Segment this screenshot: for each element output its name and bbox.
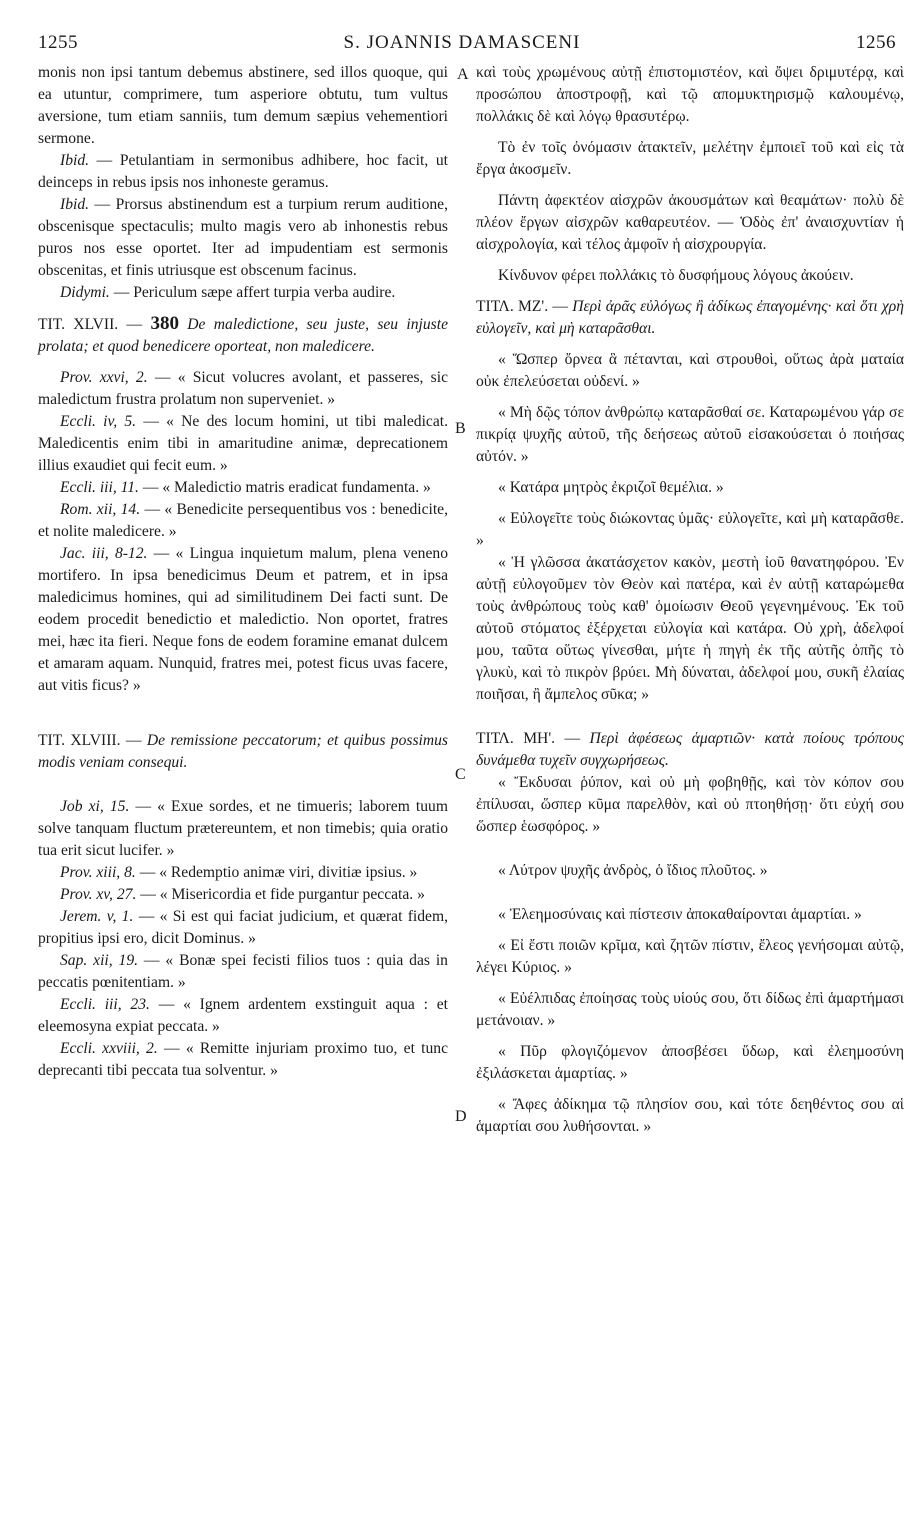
- greek-column: [476, 62, 904, 1138]
- citation-entry: « Ἐλεημοσύναις καὶ πίστεσιν ἀποκαθαίρονται ἁμαρτίαι. »: [498, 906, 862, 923]
- citation-entry: « Πῦρ φλογιζόμενον ἀποσβέσει ὕδωρ, καὶ ἐλεημοσύνη ἐξιλάσκεται ἁμαρτίας. »: [476, 1043, 904, 1082]
- margin-letter-b: B: [455, 420, 466, 437]
- citation-ref: Prov. xv, 27.: [60, 886, 137, 903]
- citation-ref: Sap. xii, 19.: [60, 952, 139, 969]
- citation-entry: « Ἄφες ἀδίκημα τῷ πλησίον σου, καὶ τότε δεηθέντος σου αἱ ἁμαρτίαι σου λυθήσονται. »: [476, 1096, 904, 1135]
- section-heading: [476, 728, 904, 772]
- citation-entry: « Κατάρα μητρὸς ἐκριζοῖ θεμέλια. »: [498, 479, 724, 496]
- citation-entry: [38, 862, 448, 884]
- citation-entry: « Εἰ ἔστι ποιῶν κρῖμα, καὶ ζητῶν πίστιν, ἔλεος γενήσομαι αὐτῷ, λέγει Κύριος. »: [476, 937, 904, 976]
- citation-entry: [38, 367, 448, 411]
- section-label: ΤΙΤΛ. ΜΗ'. —: [476, 730, 581, 747]
- citation-entry: [38, 477, 448, 499]
- citation-entry: « Ἔκδυσαι ῥύπον, καὶ οὐ μὴ φοβηθῇς, καὶ τὸν κόπον σου ἐπίλυσαι, ὥσπερ κῦμα παρελθὸν, καὶ οὐ πτοηθήσῃ· ὅτι εὐχή σου ὥσπερ ἑωσφόρος. »: [476, 774, 904, 835]
- citation-entry: « Λύτρον ψυχῆς ἀνδρὸς, ὁ ἴδιος πλοῦτος. »: [498, 862, 768, 879]
- latin-paragraph: [38, 150, 448, 194]
- page-number-left: 1255: [38, 32, 78, 53]
- section-label: TIT. XLVII. —: [38, 316, 143, 333]
- page-number-right: 1256: [856, 32, 896, 53]
- citation-text: — « Remitte injuriam proximo tuo, et tunc deprecanti tibi peccata tua solventur. »: [38, 1040, 448, 1079]
- citation-ref: Rom. xii, 14.: [60, 501, 141, 518]
- citation-entry: [38, 994, 448, 1038]
- section-label: TIT. XLVIII. —: [38, 732, 142, 749]
- citation-text: — « Sicut volucres avolant, et passeres, sic maledictum frustra prolatum non superveniet. »: [38, 369, 448, 408]
- citation-ref: Eccli. iii, 23.: [60, 996, 150, 1013]
- citation-text: — « Ignem ardentem exstinguit aqua : et eleemosyna expiat peccata. »: [38, 996, 448, 1035]
- latin-paragraph: [38, 282, 448, 304]
- citation-entry: « Ἡ γλῶσσα ἀκατάσχετον κακὸν, μεστὴ ἰοῦ θανατηφόρου. Ἐν αὐτῇ εὐλογοῦμεν τὸν Θεὸν καὶ πατέρα, καὶ ἐν αὐτῇ καταρώμεθα τοὺς ἀνθρώπους τοὺς καθ' ὁμοίωσιν Θεοῦ γεγενημένους. Ἐκ τοῦ αὐτοῦ στόματος ἐξέρχεται εὐλογία καὶ κατάρα. Οὐ χρὴ, ἀδελφοί μου, ταῦτα οὕτως γίνεσθαι, μήτε ἡ πηγὴ ἐκ τῆς αὐτῆς ὀπῆς τὸ γλυκὺ, καὶ τὸ πικρὸν βρύει. Μὴ δύναται, ἀδελφοί μου, συκῆ ἐλαίας ποιῆσαι, ἢ ἄμπελος σῦκα; »: [476, 554, 904, 703]
- citation-text: — « Misericordia et fide purgantur peccata. »: [136, 886, 425, 903]
- latin-column: [38, 62, 448, 1082]
- margin-letter-d: D: [455, 1108, 467, 1125]
- citation-entry: [38, 906, 448, 950]
- citation-entry: « Εὐλογεῖτε τοὺς διώκοντας ὑμᾶς· εὐλογεῖτε, καὶ μὴ καταρᾶσθε. »: [476, 510, 904, 549]
- citation-ref: Jerem. v, 1.: [60, 908, 134, 925]
- citation-text: — « Bonæ spei fecisti filios tuos : quia das in peccatis pœnitentiam. »: [38, 952, 448, 991]
- greek-paragraph: καὶ τοὺς χρωμένους αὐτῇ ἐπιστομιστέον, καὶ ὄψει δριμυτέρᾳ, καὶ προσώπου ἀποστροφῇ, καὶ τῷ απομυκτηρισμῷ καλουμένῳ, πολλάκις δὲ καὶ λόγῳ θρασυτέρῳ.: [476, 64, 904, 125]
- citation-text: — « Si est qui faciat judicium, et quærat fidem, propitius ipsi ero, dicit Dominus. »: [38, 908, 448, 947]
- citation-ref: Eccli. xxviii, 2.: [60, 1040, 158, 1057]
- citation-entry: [38, 411, 448, 477]
- margin-letter-a: A: [457, 66, 469, 83]
- citation-text: — Prorsus abstinendum est a turpium rerum auditione, obscenisque spectaculis; multo magis vero ab inhonestis rebus puros nos esse oportet. Iter ad impudentiam est sermonis obscenitas, et finis utriusque est obscenum facinus.: [38, 196, 448, 279]
- greek-paragraph: Κίνδυνον φέρει πολλάκις τὸ δυσφήμους λόγους ἀκούειν.: [498, 267, 854, 284]
- citation-entry: [38, 1038, 448, 1082]
- section-heading: [38, 313, 448, 358]
- running-title: S. JOANNIS DAMASCENI: [343, 32, 581, 53]
- margin-letter-c: C: [455, 766, 466, 783]
- citation-text: — « Redemptio animæ viri, divitiæ ipsius. »: [135, 864, 418, 881]
- citation-entry: [38, 499, 448, 543]
- citation-ref: Jac. iii, 8-12.: [60, 545, 148, 562]
- citation-entry: « Εὐέλπιδας ἐποίησας τοὺς υἱούς σου, ὅτι δίδως ἐπὶ ἁμαρτήμασι μετάνοιαν. »: [476, 990, 904, 1029]
- citation-ref: Didymi.: [60, 284, 110, 301]
- citation-ref: Prov. xiii, 8.: [60, 864, 136, 881]
- citation-ref: Ibid.: [60, 152, 90, 169]
- citation-text: — « Exue sordes, et ne timueris; laborem tuum solve tanquam fluctum prætereuntem, et non timebis; quia oratio tua erit sicut lucifer. »: [38, 798, 448, 859]
- citation-text: — « Maledictio matris eradicat fundamenta. »: [138, 479, 431, 496]
- citation-entry: [38, 543, 448, 697]
- citation-text: — « Ne des locum homini, ut tibi maledicat. Maledicentis enim tibi in amaritudine animæ, deprecationem illius exaudiet qui fecit eum. »: [38, 413, 449, 474]
- citation-text: — Periculum sæpe affert turpia verba audire.: [109, 284, 396, 301]
- citation-ref: Job xi, 15.: [60, 798, 130, 815]
- greek-paragraph: Πάντη ἀφεκτέον αἰσχρῶν ἀκουσμάτων καὶ θεαμάτων· πολὺ δὲ πλέον ἔργων αἰσχρῶν καθαρευτέον. — Ὁδὸς ἐπ' ἀναισχυντίαν ἡ αἰσχρολογία, καὶ τέλος ἀμφοῖν ἡ αἰσχρουργία.: [476, 192, 904, 253]
- citation-ref: Prov. xxvi, 2.: [60, 369, 148, 386]
- section-heading: [476, 296, 904, 340]
- citation-ref: Eccli. iv, 5.: [60, 413, 137, 430]
- citation-text: — Petulantiam in sermonibus adhibere, hoc facit, ut deinceps in rebus ipsis nos inhoneste geramus.: [38, 152, 448, 191]
- section-title: De remissione peccatorum; et quibus possimus modis veniam consequi.: [38, 732, 448, 771]
- section-label: ΤΙΤΛ. ΜΖ'. —: [476, 298, 568, 315]
- section-heading: [38, 730, 448, 774]
- citation-ref: Ibid.: [60, 196, 90, 213]
- citation-entry: [38, 796, 448, 862]
- greek-paragraph: Τὸ ἐν τοῖς ὀνόμασιν ἀτακτεῖν, μελέτην ἐμποιεῖ τοῦ καὶ εἰς τὰ ἔργα ἀκοσμεῖν.: [476, 139, 904, 178]
- citation-ref: Eccli. iii, 11.: [60, 479, 139, 496]
- section-title: Περὶ ἀφέσεως ἁμαρτιῶν· κατὰ ποίους τρόπους δυνάμεθα τυχεῖν συγχωρήσεως.: [476, 730, 904, 769]
- citation-entry: « Ὥσπερ ὄρνεα ἃ πέτανται, καὶ στρουθοὶ, οὕτως ἀρὰ ματαία οὐκ ἐπελεύσεται οὐδενί. »: [476, 351, 904, 390]
- section-title: Περὶ ἀρᾶς εὐλόγως ἢ ἀδίκως ἐπαγομένης· καὶ ὅτι χρὴ εὐλογεῖν, καὶ μὴ καταρᾶσθαι.: [476, 298, 904, 337]
- citation-text: — « Lingua inquietum malum, plena veneno mortifero. In ipsa benedicimus Deum et patrem, et in ipsa maledicimus homines, qui ad similitudinem Dei facti sunt. De eodem procedit benedictio et maledictio. Non oportet, fratres mei, hæc ita fieri. Neque fons de eodem foramine emanat dulcem et amaram aquam. Nunquid, fratres mei, potest ficus uvas facere, aut vitis ficus? »: [38, 545, 448, 694]
- latin-paragraph: [38, 194, 448, 282]
- citation-text: — « Benedicite persequentibus vos : benedicite, et nolite maledicere. »: [38, 501, 448, 540]
- section-title: De maledictione, seu juste, seu injuste prolata; et quod benedicere oporteat, non maledicere.: [38, 316, 449, 355]
- column-number: 380: [150, 313, 179, 334]
- citation-entry: [38, 884, 448, 906]
- citation-entry: [38, 950, 448, 994]
- latin-paragraph: monis non ipsi tantum debemus abstinere, sed illos quoque, qui ea utuntur, comprimere, tum asperiore obtutu, tum vultus aversione, tum etiam sanniis, tum demum sæpius vehementiori sermone.: [38, 64, 448, 147]
- citation-entry: « Μὴ δῷς τόπον ἀνθρώπῳ καταρᾶσθαί σε. Καταρωμένου γάρ σε πικρίᾳ ψυχῆς αὐτοῦ, τῆς δεήσεως αὐτοῦ εἰσακούσεται ὁ ποιήσας αὐτόν. »: [476, 404, 904, 465]
